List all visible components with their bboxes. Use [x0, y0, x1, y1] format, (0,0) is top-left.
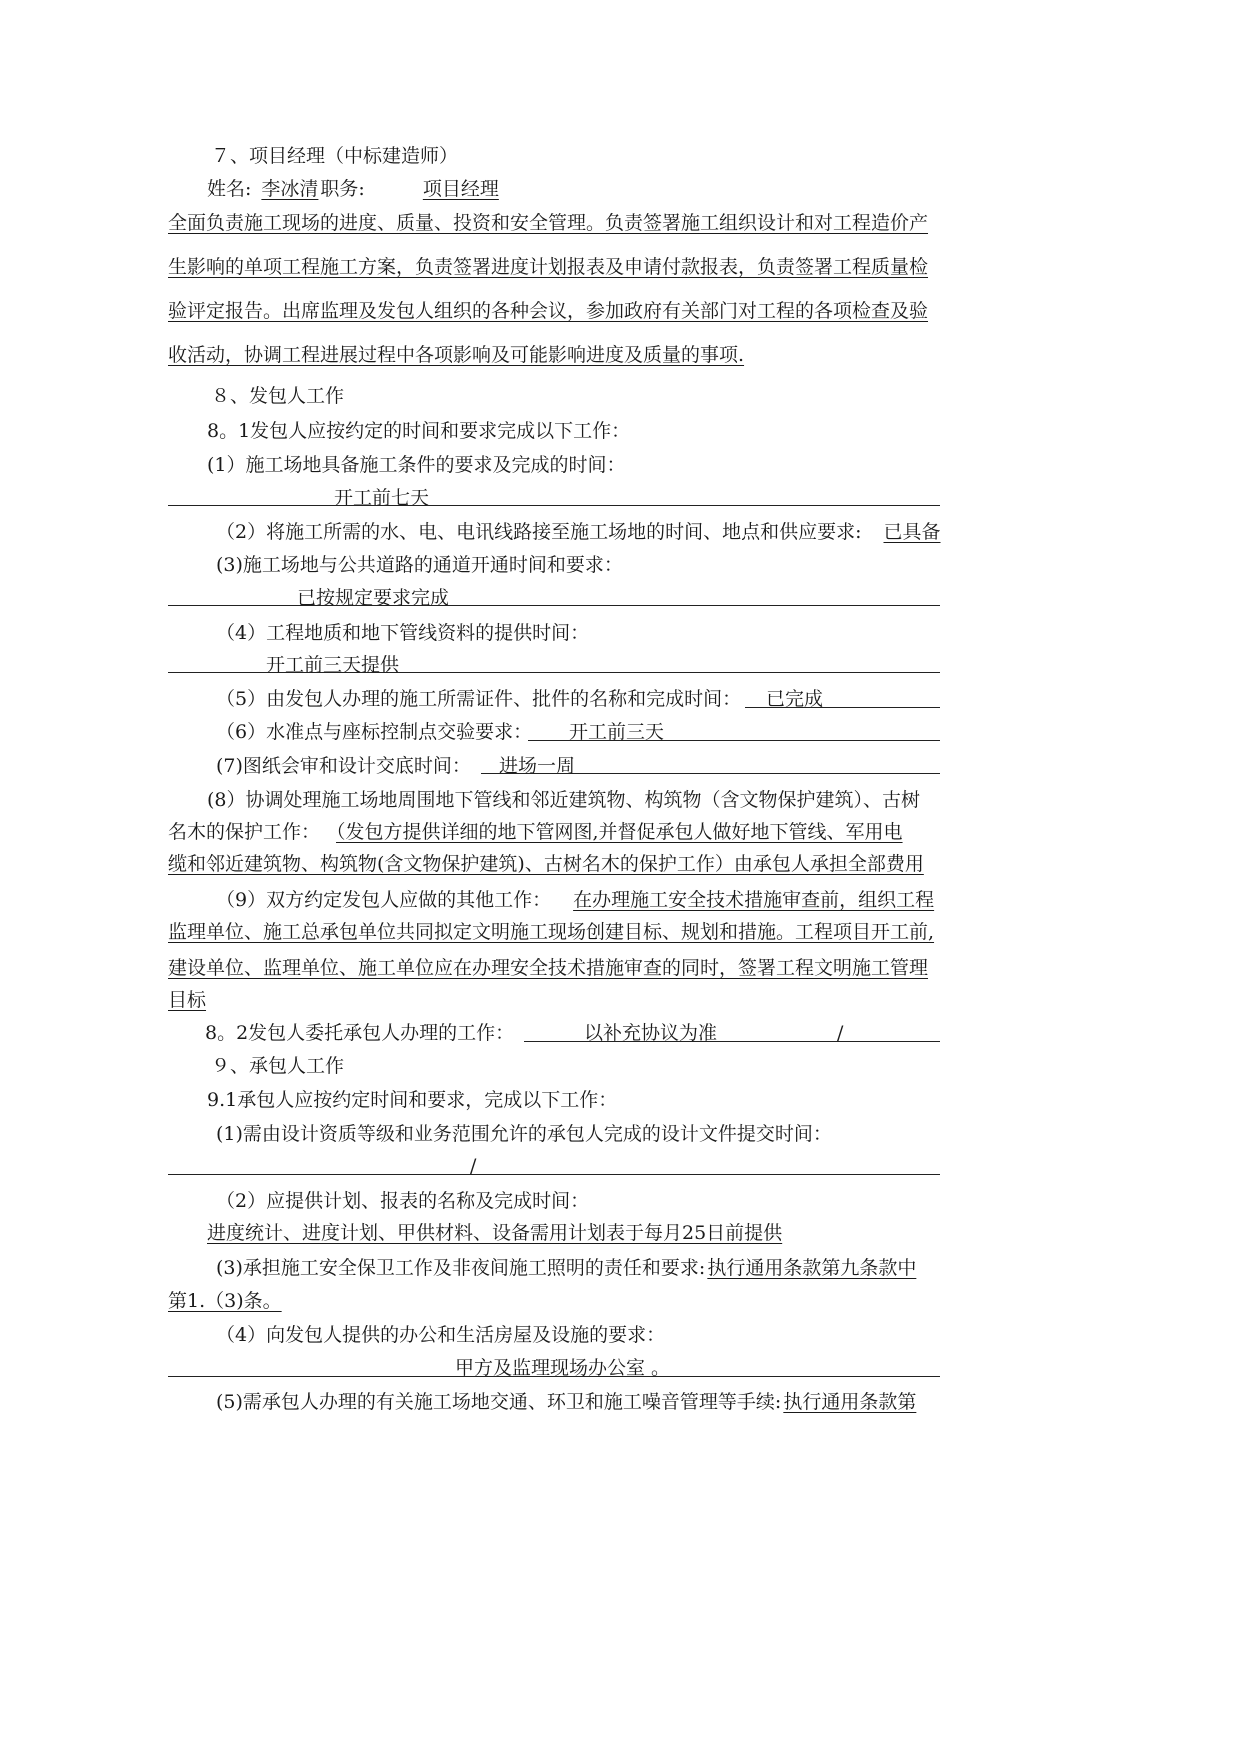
item-8-4-value: 开工前三天提供 [266, 654, 400, 676]
manager-info-row [207, 176, 570, 202]
item-9-1-label: (1)需由设计资质等级和业务范围允许的承包人完成的设计文件提交时间： [216, 1123, 832, 1145]
section-9-heading: ９、承包人工作 [211, 1055, 345, 1077]
section-8-2-slash: / [837, 1022, 844, 1044]
item-8-4-label: （4）工程地质和地下管线资料的提供时间： [216, 622, 590, 644]
section-9-1-intro: 9.1承包人应按约定时间和要求，完成以下工作： [207, 1089, 618, 1111]
item-8-8-line-1: (8）协调处理施工场地周围地下管线和邻近建筑物、构筑物（含文物保护建筑）、古树 [207, 789, 921, 811]
item-8-1-label: (1）施工场地具备施工条件的要求及完成的时间： [207, 454, 626, 476]
item-8-5-label: （5）由发包人办理的施工所需证件、批件的名称和完成时间： [216, 688, 742, 710]
item-8-4-rule [168, 672, 940, 673]
item-8-5-rule [745, 707, 940, 708]
duties-line-3: 验评定报告。出席监理及发包人组织的各种会议，参加政府有关部门对工程的各项检查及验 [168, 300, 929, 322]
item-9-5-value: 执行通用条款第 [783, 1391, 917, 1413]
item-8-9-line-1 [216, 887, 934, 913]
item-9-2-label: （2）应提供计划、报表的名称及完成时间： [216, 1190, 590, 1212]
item-9-4-rule [168, 1376, 940, 1377]
item-8-1-value: 开工前七天 [334, 487, 430, 509]
name-label: 姓名: [207, 178, 252, 200]
item-8-8-label: 名木的保护工作： [168, 821, 321, 843]
item-9-3-value-2: 第1.（3)条。 [168, 1290, 282, 1312]
item-9-5-label: (5)需承包人办理的有关施工场地交通、环卫和施工噪音管理等手续: [216, 1391, 782, 1413]
item-8-2-value: 已具备 [883, 521, 941, 543]
item-8-9-label: （9）双方约定发包人应做的其他工作： [216, 889, 552, 911]
item-8-8-line-2 [168, 819, 903, 845]
duties-line-1: 全面负责施工现场的进度、质量、投资和安全管理。负责签署施工组织设计和对工程造价产 [168, 212, 929, 234]
duties-line-2: 生影响的单项工程施工方案，负责签署进度计划报表及申请付款报表，负责签署工程质量检 [168, 256, 929, 278]
item-8-3-label: (3)施工场地与公共道路的通道开通时间和要求： [216, 554, 623, 576]
item-8-8-value-2: 缆和邻近建筑物、构筑物(含文物保护建筑)、古树名木的保护工作）由承包人承担全部费用 [168, 853, 924, 875]
item-9-3-row [216, 1255, 916, 1281]
section-8-2-value: 以补充协议为准 [584, 1022, 718, 1044]
item-8-9-value-4-row [168, 987, 246, 1013]
item-8-7-rule [481, 773, 940, 774]
role-label: 职务: [320, 178, 365, 200]
item-8-3-rule [168, 605, 940, 606]
name-value: 李冰清 [261, 178, 319, 200]
item-9-2-value: 进度统计、进度计划、甲供材料、设备需用计划表于每月25日前提供 [207, 1222, 783, 1244]
item-8-9-value-4: 目标 [168, 989, 207, 1011]
item-8-6-rule [528, 740, 940, 741]
section-8-2-label: 8。2发包人委托承包人办理的工作： [205, 1022, 515, 1044]
item-8-6-value: 开工前三天 [569, 721, 665, 743]
item-8-7-label: (7)图纸会审和设计交底时间： [216, 755, 471, 777]
section-7-heading: ７、项目经理（中标建造师） [211, 145, 459, 167]
item-9-5-row [216, 1389, 916, 1415]
role-value: 项目经理 [422, 178, 499, 200]
duties-line-4: 收活动，协调工程进展过程中各项影响及可能影响进度及质量的事项. [168, 344, 745, 366]
item-9-3-label: (3)承担施工安全保卫工作及非夜间施工照明的责任和要求: [216, 1257, 706, 1279]
section-8-2-rule [524, 1041, 940, 1042]
item-8-5-value: 已完成 [766, 688, 824, 710]
item-9-1-rule [168, 1174, 940, 1175]
section-8-1-intro: 8。1发包人应按约定的时间和要求完成以下工作： [207, 420, 631, 442]
item-9-2-value-row [207, 1220, 812, 1246]
item-8-6-label: （6）水准点与座标控制点交验要求： [216, 721, 533, 743]
item-8-2-row [216, 519, 941, 545]
item-9-4-value: 甲方及监理现场办公室 。 [455, 1357, 671, 1379]
item-9-3-value-1: 执行通用条款第九条款中 [707, 1257, 917, 1279]
item-8-1-rule [168, 505, 940, 506]
item-8-9-value-1: 在办理施工安全技术措施审查前，组织工程 [573, 889, 935, 911]
item-8-7-value: 进场一周 [499, 755, 576, 777]
item-8-8-value-1: （发包方提供详细的地下管网图,并督促承包人做好地下管线、军用电 [336, 821, 903, 843]
item-9-1-value: / [470, 1155, 477, 1177]
item-8-2-label: （2）将施工所需的水、电、电讯线路接至施工场地的时间、地点和供应要求: [216, 521, 862, 543]
section-8-heading: ８、发包人工作 [211, 385, 345, 407]
item-8-9-value-3: 建设单位、监理单位、施工单位应在办理安全技术措施审查的同时，签署工程文明施工管理 [168, 957, 929, 979]
item-8-9-value-2: 监理单位、施工总承包单位共同拟定文明施工现场创建目标、规划和措施。工程项目开工前, [168, 921, 935, 943]
item-9-3-line-2 [168, 1288, 302, 1314]
item-9-4-label: （4）向发包人提供的办公和生活房屋及设施的要求： [216, 1324, 666, 1346]
item-8-3-value: 已按规定要求完成 [297, 587, 450, 609]
